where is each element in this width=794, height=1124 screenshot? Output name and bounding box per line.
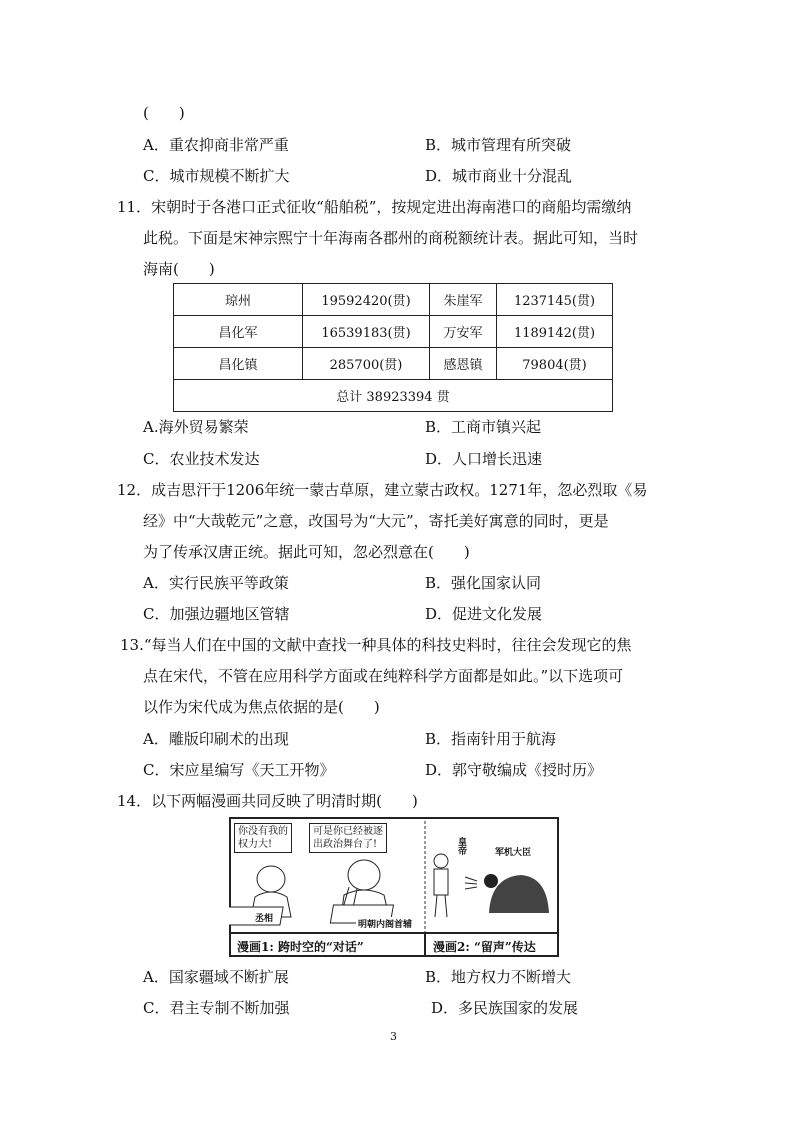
q10-option-c: C．城市规模不断扩大 [143,167,290,185]
table-cell: 琼州 [174,284,303,316]
table-cell: 昌化镇 [174,348,303,380]
q13-option-c: C．宋应星编写《天工开物》 [143,761,335,779]
table-cell: 1189142(贯) [497,316,613,348]
table-cell: 16539183(贯) [303,316,430,348]
q12-option-a: A．实行民族平等政策 [143,574,289,592]
table-cell: 朱崖军 [430,284,497,316]
table-cell: 感恩镇 [430,348,497,380]
q12-option-b: B．强化国家认同 [425,574,542,592]
q13-stem-line-1: 13.“每当人们在中国的文献中查找一种具体的科技史料时，往往会发现它的焦 [120,636,632,654]
q12-option-d: D．促进文化发展 [425,605,543,623]
table-row [174,380,613,412]
q11-stem-line-2: 此税。下面是宋神宗熙宁十年海南各郡州的商税额统计表。据此可知，当时 [143,229,639,247]
label-minister: 军机大臣 [493,845,533,858]
q11-option-b: B．工商市镇兴起 [425,418,542,436]
q11-option-a: A.海外贸易繁荣 [143,418,249,436]
q14-option-a: A．国家疆域不断扩展 [143,968,289,986]
q11-option-c: C．农业技术发达 [143,450,260,468]
q11-stem-line-1: 11．宋朝时于各港口正式征收“船舶税”，按规定进出海南港口的商船均需缴纳 [117,198,632,216]
tax-table [173,283,613,412]
cartoon-caption-2: 漫画2: “留声”传达 [433,940,536,954]
q10-answer-blank: ( ) [143,104,185,122]
speech-bubble-chancellor: 你没有我的 权力大! [234,823,292,853]
page-number: 3 [390,1030,397,1043]
q13-stem-line-3: 以作为宋代成为焦点依据的是( ) [143,698,380,716]
q14-option-d: D．多民族国家的发展 [431,999,579,1017]
table-cell: 1237145(贯) [497,284,613,316]
q13-option-d: D．郭守敬编成《授时历》 [425,761,603,779]
table-total: 总计 38923394 贯 [174,380,613,412]
table-cell: 285700(贯) [303,348,430,380]
label-grand-secretary: 明朝内阁首辅 [356,917,414,930]
q13-option-a: A．雕版印刷术的出现 [143,730,289,748]
q10-option-a: A．重农抑商非常严重 [143,136,289,154]
speech-bubble-grand-secretary: 可是你已经被逐 出政治舞台了! [309,823,387,853]
table-row [174,284,613,316]
table-cell: 19592420(贯) [303,284,430,316]
label-chancellor: 丞相 [253,911,275,924]
q13-option-b: B．指南针用于航海 [425,730,557,748]
label-emperor: 皇帝 [453,837,470,855]
q14-option-c: C．君主专制不断加强 [143,999,290,1017]
table-cell: 万安军 [430,316,497,348]
cartoon-illustration [229,817,559,957]
q11-stem-line-3: 海南( ) [143,260,215,278]
q13-stem-line-2: 点在宋代，不管在应用科学方面或在纯粹科学方面都是如此。”以下选项可 [143,667,624,685]
q11-option-d: D．人口增长迅速 [425,450,543,468]
table-row [174,348,613,380]
q12-stem-line-2: 经》中“大哉乾元”之意，改国号为“大元”，寄托美好寓意的同时，更是 [143,512,609,530]
q14-stem: 14．以下两幅漫画共同反映了明清时期( ) [117,792,418,810]
q12-stem-line-3: 为了传承汉唐正统。据此可知，忽必烈意在( ) [143,543,470,561]
q12-option-c: C．加强边疆地区管辖 [143,605,290,623]
table-cell: 昌化军 [174,316,303,348]
q14-option-b: B．地方权力不断增大 [425,968,572,986]
table-row [174,316,613,348]
q10-option-d: D．城市商业十分混乱 [425,167,573,185]
q10-option-b: B．城市管理有所突破 [425,136,572,154]
q12-stem-line-1: 12．成吉思汗于1206年统一蒙古草原，建立蒙古政权。1271年，忽必烈取《易 [117,481,648,499]
cartoon-caption-1: 漫画1: 跨时空的“对话” [237,940,364,954]
table-cell: 79804(贯) [497,348,613,380]
